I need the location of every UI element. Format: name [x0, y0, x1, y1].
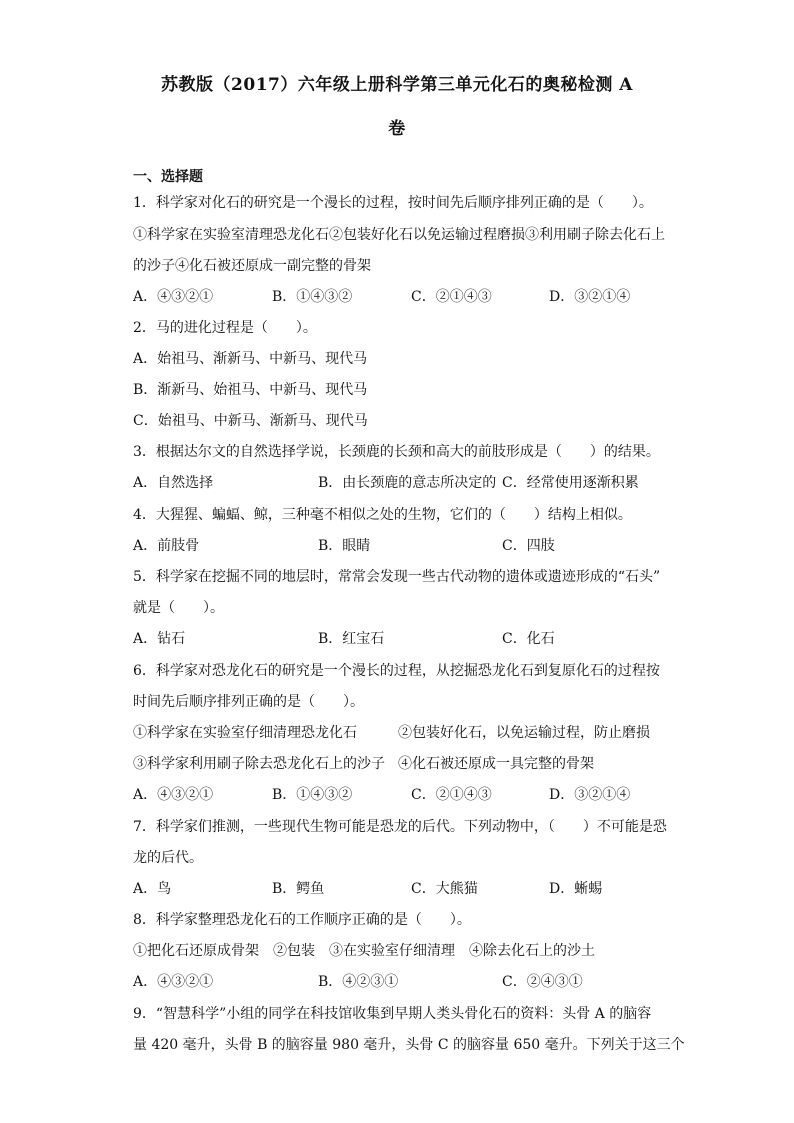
question-stem: 就是（ ）。 [133, 600, 224, 616]
question-stem: 4．大猩猩、蝙蝠、鲸，三种毫不相似之处的生物，它们的（ ）结构上相似。 [133, 507, 632, 523]
option-d: D．③②①④ [549, 787, 631, 803]
option-c: C．始祖马、中新马、渐新马、现代马 [133, 413, 368, 429]
question-stem: 时间先后顺序排列正确的是（ ）。 [133, 694, 364, 710]
option-a: A．鸟 [133, 881, 172, 897]
question-stem: 2．马的进化过程是（ ）。 [133, 320, 317, 336]
option-d: D．③②①④ [549, 289, 631, 305]
option-a: A．钻石 [133, 631, 186, 647]
option-d: D．蜥蜴 [549, 881, 603, 897]
option-b: B．①④③② [272, 289, 353, 305]
question-stem: 6．科学家对恐龙化石的研究是一个漫长的过程，从挖掘恐龙化石到复原化石的过程按 [133, 663, 660, 679]
option-c: C．四肢 [502, 538, 555, 554]
section-heading: 一、选择题 [133, 169, 203, 185]
title-line-2: 卷 [388, 119, 406, 139]
title-line-1: 苏教版（2017）六年级上册科学第三单元化石的奥秘检测 A [161, 75, 633, 95]
question-stem: 3．根据达尔文的自然选择学说，长颈鹿的长颈和高大的前肢形成是（ ）的结果。 [133, 444, 660, 460]
option-a: A．自然选择 [133, 475, 214, 491]
option-a: A．④③②① [133, 974, 214, 990]
option-a: A．始祖马、渐新马、中新马、现代马 [133, 351, 368, 367]
option-c: C．化石 [502, 631, 555, 647]
option-c: C．经常使用逐渐积累 [502, 475, 639, 491]
question-stem: 8．科学家整理恐龙化石的工作顺序正确的是（ ）。 [133, 912, 471, 928]
question-stem: 量 420 毫升，头骨 B 的脑容量 980 毫升，头骨 C 的脑容量 650 毫升。下列关于这三个 [133, 1037, 685, 1053]
option-b: B．鳄鱼 [272, 881, 325, 897]
question-stem: 7．科学家们推测，一些现代生物可能是恐龙的后代。下列动物中，（ ）不可能是恐 [133, 819, 667, 835]
question-detail: 的沙子④化石被还原成一副完整的骨架 [133, 258, 371, 274]
question-stem: 9．“智慧科学”小组的同学在科技馆收集到早期人类头骨化石的资料：头骨 A 的脑容 [133, 1006, 652, 1022]
option-b: B．①④③② [272, 787, 353, 803]
question-stem: 5．科学家在挖掘不同的地层时，常常会发现一些古代动物的遗体或遗迹形成的“石头” [133, 569, 661, 585]
question-stem: 1．科学家对化石的研究是一个漫长的过程，按时间先后顺序排列正确的是（ ）。 [133, 195, 653, 211]
question-detail: ④化石被还原成一具完整的骨架 [398, 756, 594, 772]
option-a: A．④③②① [133, 787, 214, 803]
question-detail: ①科学家在实验室清理恐龙化石②包装好化石以免运输过程磨损③利用刷子除去化石上 [133, 227, 665, 243]
option-c: C．大熊猫 [411, 881, 478, 897]
option-b: B．眼睛 [318, 538, 371, 554]
option-b: B．由长颈鹿的意志所决定的 [318, 475, 497, 491]
question-detail: ③科学家利用刷子除去恐龙化石上的沙子 [133, 756, 385, 772]
option-c: C．②④③① [502, 974, 583, 990]
question-stem: 龙的后代。 [133, 850, 203, 866]
option-c: C．②①④③ [411, 289, 492, 305]
question-detail: ①把化石还原成骨架 ②包装 ③在实验室仔细清理 ④除去化石上的沙土 [133, 943, 595, 959]
question-detail: ②包装好化石，以免运输过程，防止磨损 [398, 725, 650, 741]
option-b: B．渐新马、始祖马、中新马、现代马 [133, 382, 368, 398]
option-c: C．②①④③ [411, 787, 492, 803]
option-b: B．④②③① [318, 974, 399, 990]
option-b: B．红宝石 [318, 631, 385, 647]
option-a: A．前肢骨 [133, 538, 200, 554]
option-a: A．④③②① [133, 289, 214, 305]
question-detail: ①科学家在实验室仔细清理恐龙化石 [133, 725, 357, 741]
